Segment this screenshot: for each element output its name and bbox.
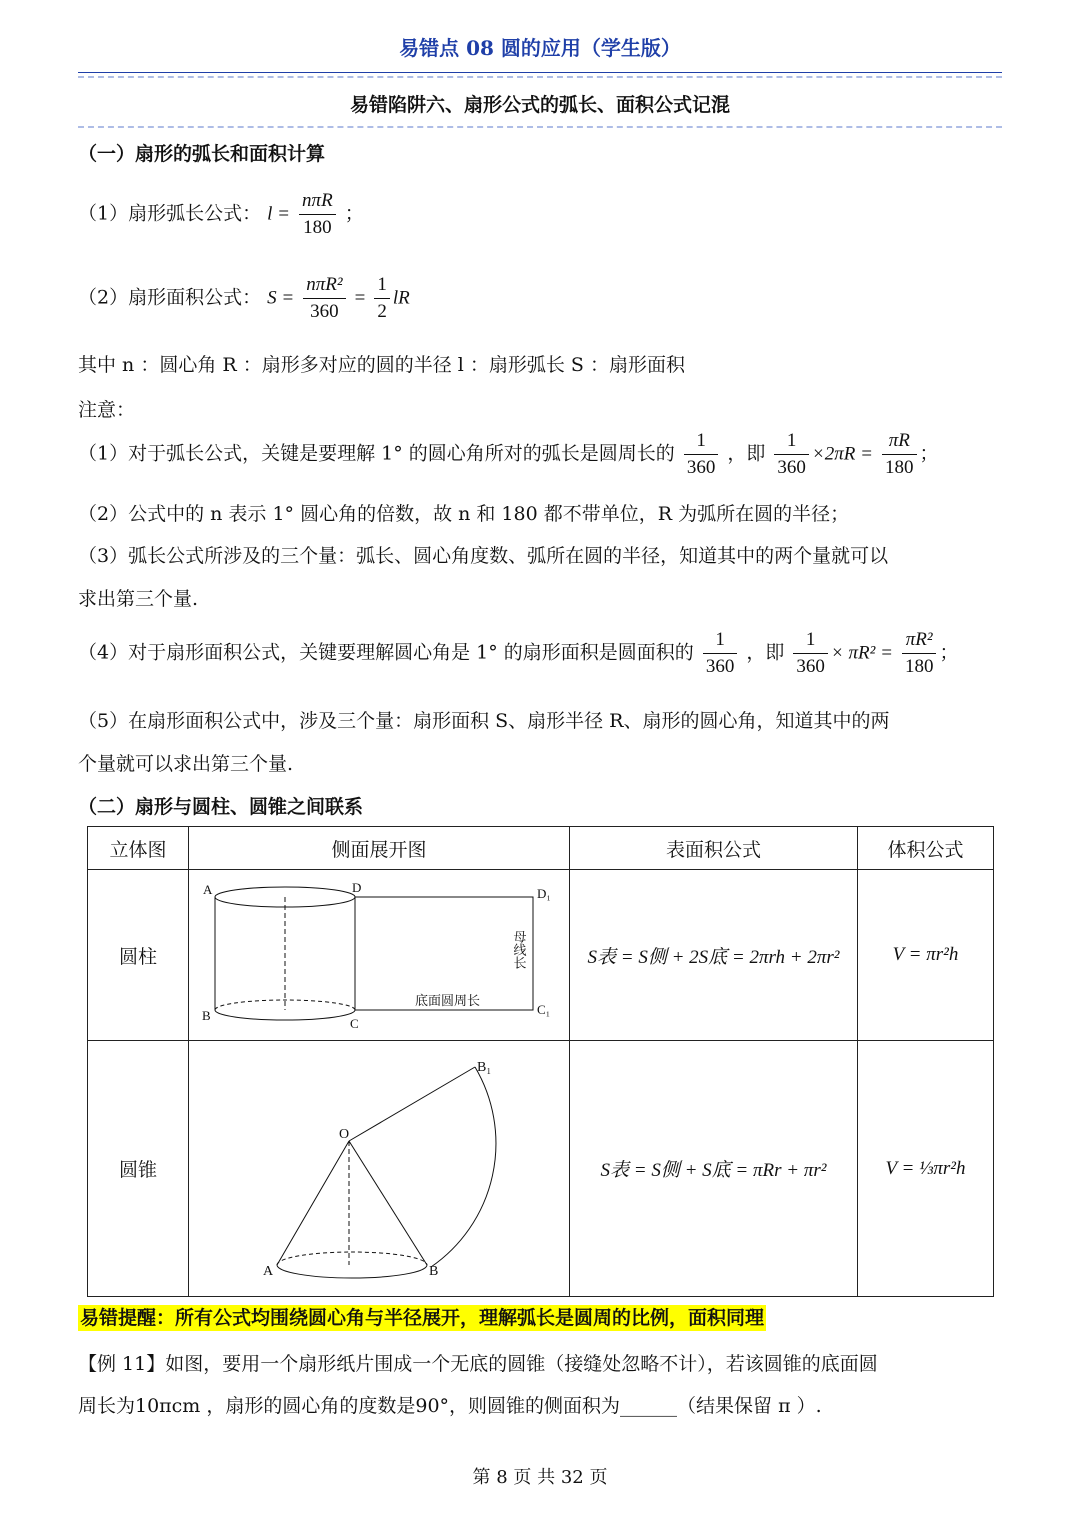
table-header-solid: 立体图: [88, 827, 189, 870]
table-header-volume: 体积公式: [858, 827, 994, 870]
sector-area-label: （2）扇形面积公式：: [78, 286, 262, 309]
table-row-cone: [88, 1041, 994, 1297]
cylinder-label-side: 母线长: [511, 930, 527, 969]
note-4: （4）对于扇形面积公式，关键要理解圆心角是 1° 的扇形面积是圆面积的 $\frac{1}{360}$ ，即 $\frac{1}{360}$ × πR² = $\frac{\text{πR²}}{180}$ ；: [78, 629, 959, 677]
table-header-net: 侧面展开图: [189, 827, 570, 870]
cylinder-label-d: D: [352, 880, 362, 895]
header-rule: [78, 72, 1002, 73]
half-fraction: $\frac{1}{2}$: [374, 272, 390, 325]
example-line1: 【例 11】如图，要用一个扇形纸片围成一个无底的圆锥（接缝处忽略不计），若该圆锥的底面圆: [78, 1353, 878, 1375]
arc-length-fraction: $\frac{\text{nπR}}{180}$: [299, 188, 336, 241]
note-3-line1: （3）弧长公式所涉及的三个量：弧长、圆心角度数、弧所在圆的半径，知道其中的两个量就可以: [78, 545, 889, 567]
cone-label-o: O: [339, 1127, 350, 1142]
cylinder-net-cell: [189, 870, 570, 1041]
example-line2: 周长为10πcm ，扇形的圆心角的度数是90°，则圆锥的侧面积为______（结果保留 π ）.: [78, 1395, 822, 1417]
error-tip: 易错提醒：所有公式均围绕圆心角与半径展开，理解弧长是圆周的比例，面积同理: [80, 1307, 765, 1329]
cylinder-label-c1: C₁: [537, 1002, 551, 1017]
page-footer: 第 8 页 共 32 页: [472, 1467, 608, 1488]
arc-length-lhs: l =: [267, 203, 290, 225]
cylinder-label-a: A: [203, 882, 213, 897]
cylinder-label-base: 底面圆周长: [415, 993, 481, 1008]
note-5-line2: 个量就可以求出第三个量.: [78, 753, 294, 775]
sector-area-fraction: $\frac{\text{nπR²}}{360}$: [303, 272, 345, 325]
section-title: 易错陷阱六、扇形公式的弧长、面积公式记混: [349, 94, 730, 116]
arc-length-formula: （1）扇形弧长公式： l = $\frac{\text{nπR}}{180}$ ；: [78, 188, 364, 241]
cone-net-cell: [189, 1041, 570, 1297]
cylinder-name: 圆柱: [88, 870, 189, 1041]
cone-label-b: B: [429, 1264, 439, 1279]
cone-name: 圆锥: [88, 1041, 189, 1297]
cylinder-surface-formula: S表 = S侧 + 2S底 = 2πrh + 2πr²: [570, 870, 858, 1041]
cylinder-label-b: B: [202, 1008, 211, 1023]
part2-heading: （二）扇形与圆柱、圆锥之间联系: [78, 796, 364, 818]
cylinder-net-diagram: [189, 870, 569, 1040]
note-1: （1）对于弧长公式，关键是要理解 1° 的圆心角所对的弧长是圆周长的 $\frac{1}{360}$ ，即 $\frac{1}{360}$ ×2πR = $\frac{\pi R}{180}$ ；: [78, 430, 939, 478]
solids-table: [87, 826, 994, 1297]
arc-length-label: （1）扇形弧长公式：: [78, 202, 262, 225]
cylinder-label-c: C: [350, 1016, 359, 1031]
section-dash-rule: [78, 126, 1002, 128]
cone-volume-formula: V = ⅓πr²h: [858, 1041, 994, 1297]
cylinder-label-d1: D₁: [537, 886, 551, 901]
cone-net-diagram: [189, 1041, 569, 1296]
table-header-surface: 表面积公式: [570, 827, 858, 870]
note-label: 注意：: [78, 399, 136, 421]
cone-surface-formula: S表 = S侧 + S底 = πRr + πr²: [570, 1041, 858, 1297]
part1-heading: （一）扇形的弧长和面积计算: [78, 143, 326, 165]
note-3-line2: 求出第三个量.: [78, 588, 199, 610]
note-2: （2）公式中的 n 表示 1° 圆心角的倍数，故 n 和 180 都不带单位，R 为弧所在圆的半径；: [78, 503, 850, 525]
note-5-line1: （5）在扇形面积公式中，涉及三个量：扇形面积 S、扇形半径 R、扇形的圆心角，知道其中的两: [78, 710, 890, 732]
page-header-title: 易错点 08 圆的应用（学生版）: [399, 36, 681, 60]
header-dash-rule: [78, 76, 1002, 78]
variable-definitions: 其中 n ：圆心角 R ：扇形多对应的圆的半径 l ：扇形弧长 S ：扇形面积: [78, 354, 685, 376]
table-row-cylinder: [88, 870, 994, 1041]
cylinder-volume-formula: V = πr²h: [858, 870, 994, 1041]
cone-label-a: A: [263, 1264, 274, 1279]
sector-area-formula: （2）扇形面积公式： S = $\frac{\text{nπR²}}{360}$ = $\frac{1}{2}$ lR: [78, 272, 410, 325]
cone-label-b1: B₁: [477, 1060, 492, 1075]
